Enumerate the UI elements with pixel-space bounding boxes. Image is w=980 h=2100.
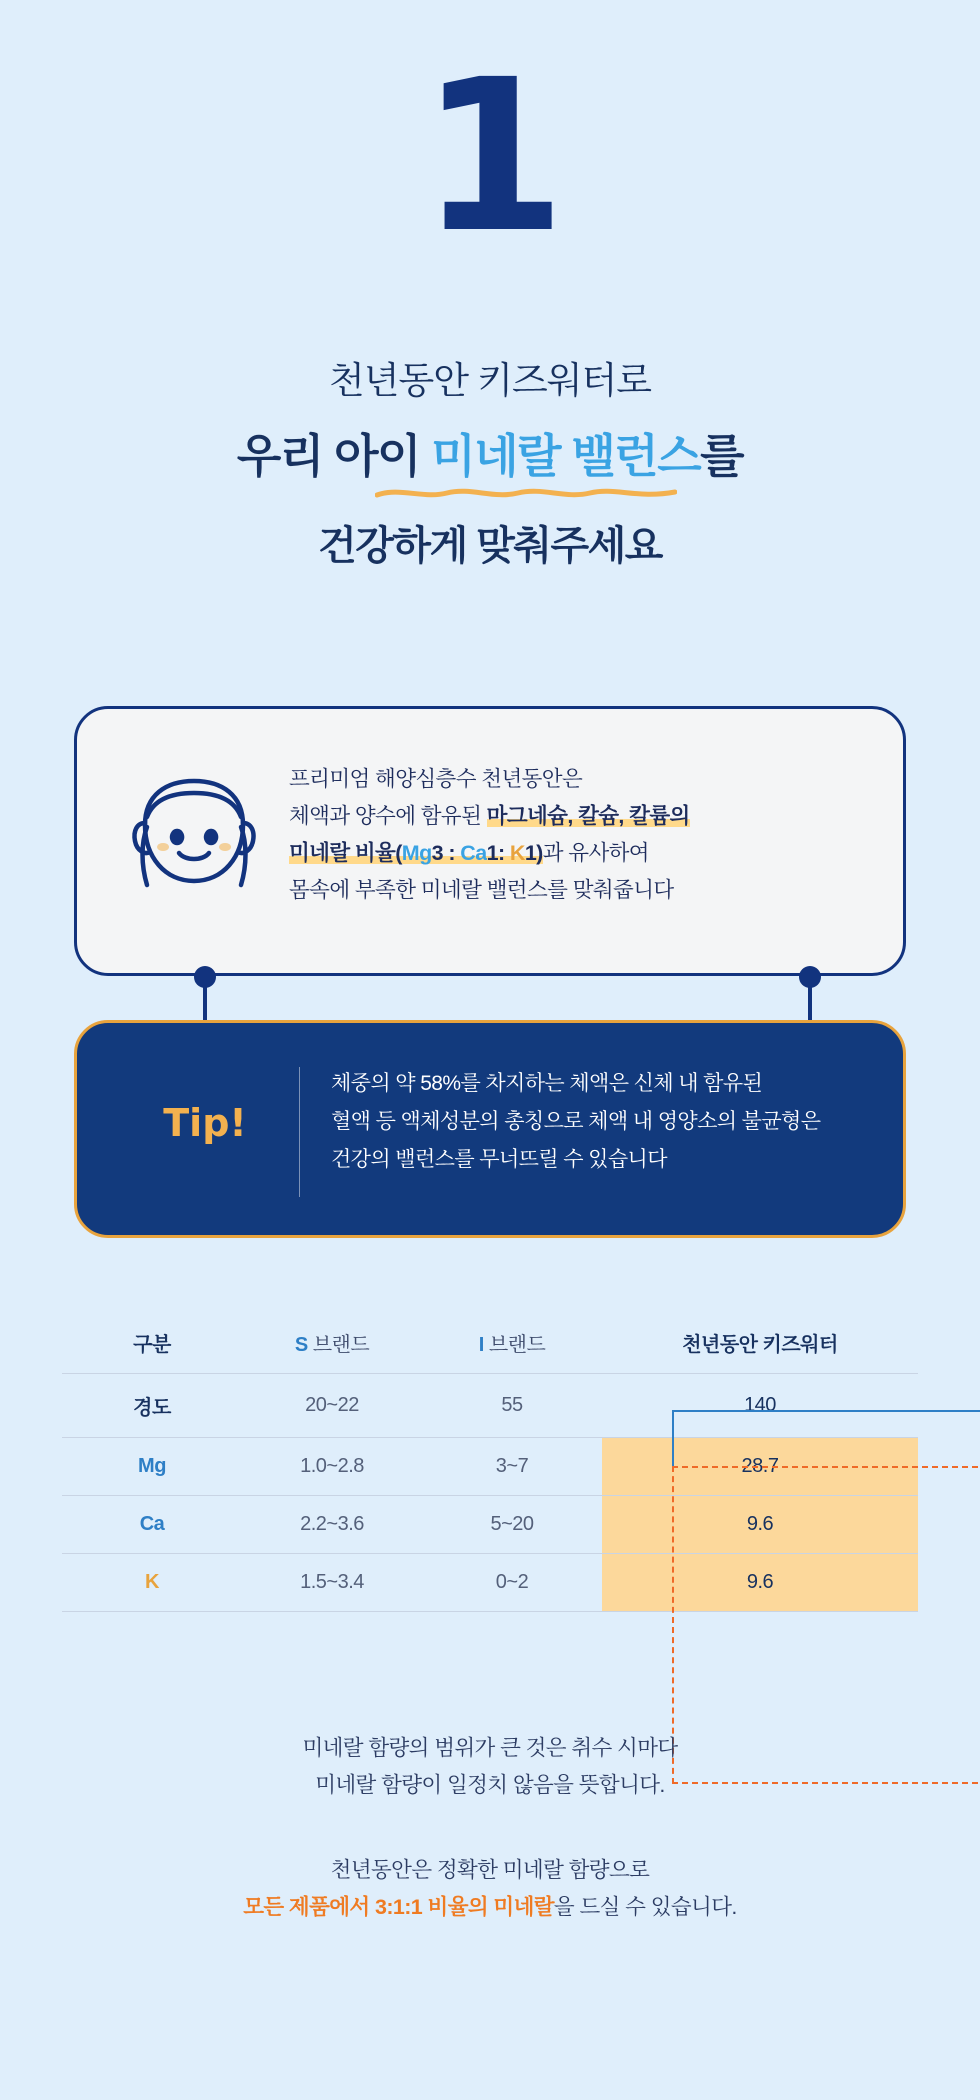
row-value-i: 55: [422, 1374, 602, 1438]
headline-line-2: [237, 420, 743, 486]
tip-label: Tip!: [163, 1101, 247, 1145]
row-value-s: 1.5~3.4: [242, 1554, 422, 1612]
info-ca-label: Ca: [460, 841, 487, 865]
info-line-2-highlight: 마그네슘, 칼슘, 칼륨의: [486, 804, 690, 828]
info-mg-label: Mg: [401, 841, 432, 865]
table-body: [62, 1374, 918, 1612]
headline-line-2-post: 를: [700, 430, 744, 482]
underline-squiggle-icon: [375, 486, 677, 500]
th-category: 구분: [133, 1334, 171, 1356]
info-k-number: 1): [524, 841, 543, 865]
footnote-line-2: 미네랄 함량이 일정치 않음을 뜻합니다.: [315, 1773, 665, 1797]
row-value-kidswater: 28.7: [602, 1438, 918, 1496]
table-header-row: [62, 1322, 918, 1374]
info-line-2-pre: 체액과 양수에 함유된: [289, 804, 487, 828]
footnote-highlight: 모든 제품에서 3:1:1 비율의 미네랄: [243, 1895, 554, 1919]
comparison-table-wrap: [62, 1322, 918, 1612]
tip-card-text: [331, 1065, 891, 1179]
table-header: [62, 1322, 918, 1374]
th-kidswater: 천년동안 키즈워터: [682, 1334, 838, 1356]
info-line-3: [289, 835, 879, 872]
row-label: Ca: [62, 1496, 242, 1554]
info-card: [74, 706, 906, 976]
footnote-line-4: [0, 1889, 980, 1926]
footnote-line-4-post: 을 드실 수 있습니다.: [553, 1895, 737, 1919]
table-row: [62, 1554, 918, 1612]
girl-face-icon: [119, 765, 269, 915]
row-value-s: 2.2~3.6: [242, 1496, 422, 1554]
th-brand-s-rest: 브랜드: [307, 1334, 370, 1356]
info-k-label: K: [509, 841, 525, 865]
info-mg-number: 3 :: [431, 841, 461, 865]
table-row: [62, 1496, 918, 1554]
tip-line-3: 건강의 밸런스를 무너뜨릴 수 있습니다: [331, 1148, 667, 1171]
footnote-block-1: [0, 1730, 980, 1804]
th-brand-i: [422, 1322, 602, 1374]
tip-line-1: 체중의 약 58%를 차지하는 체액은 신체 내 함유된: [331, 1072, 763, 1095]
tip-line-2: 혈액 등 액체성분의 총칭으로 체액 내 영양소의 불균형은: [331, 1110, 821, 1133]
headline-accent: 미네랄 밸런스: [431, 430, 701, 482]
info-line-3-prefix: 미네랄 비율(: [289, 841, 402, 865]
row-value-s: 20~22: [242, 1374, 422, 1438]
info-ca-number: 1:: [486, 841, 510, 865]
th-brand-i-mark: I: [478, 1334, 484, 1356]
table-row: [62, 1438, 918, 1496]
headline-line-1: 천년동안 키즈워터로: [329, 360, 651, 401]
row-value-i: 0~2: [422, 1554, 602, 1612]
tip-card: [74, 1020, 906, 1238]
footnote-line-3: 천년동안은 정확한 미네랄 함량으로: [330, 1858, 650, 1882]
row-value-kidswater: 9.6: [602, 1554, 918, 1612]
comparison-table: [62, 1322, 918, 1612]
footnote-line-1: 미네랄 함량의 범위가 큰 것은 취수 시마다: [302, 1736, 678, 1760]
th-brand-i-rest: 브랜드: [483, 1334, 546, 1356]
row-value-kidswater: 9.6: [602, 1496, 918, 1554]
row-label: 경도: [62, 1374, 242, 1438]
footnote-block-2: [0, 1852, 980, 1926]
info-line-2: [289, 798, 879, 835]
row-label: K: [62, 1554, 242, 1612]
info-line-4: 몸속에 부족한 미네랄 밸런스를 맞춰줍니다: [289, 878, 674, 902]
headline-line-2-pre: 우리 아이: [236, 430, 432, 482]
row-value-i: 3~7: [422, 1438, 602, 1496]
table-row: [62, 1374, 918, 1438]
info-line-1: 프리미엄 해양심층수 천년동안은: [289, 767, 583, 791]
tip-divider: [299, 1067, 300, 1197]
headline-block: [0, 350, 980, 571]
info-line-3-post: 과 유사하여: [542, 841, 649, 865]
th-brand-s: [242, 1322, 422, 1374]
row-value-kidswater: 140: [602, 1374, 918, 1438]
row-value-i: 5~20: [422, 1496, 602, 1554]
row-label: Mg: [62, 1438, 242, 1496]
info-card-text: [289, 761, 879, 909]
row-value-s: 1.0~2.8: [242, 1438, 422, 1496]
headline-line-3: 건강하게 맞춰주세요: [318, 524, 662, 568]
th-brand-s-mark: S: [294, 1334, 308, 1356]
section-numeral: 1: [419, 34, 561, 279]
